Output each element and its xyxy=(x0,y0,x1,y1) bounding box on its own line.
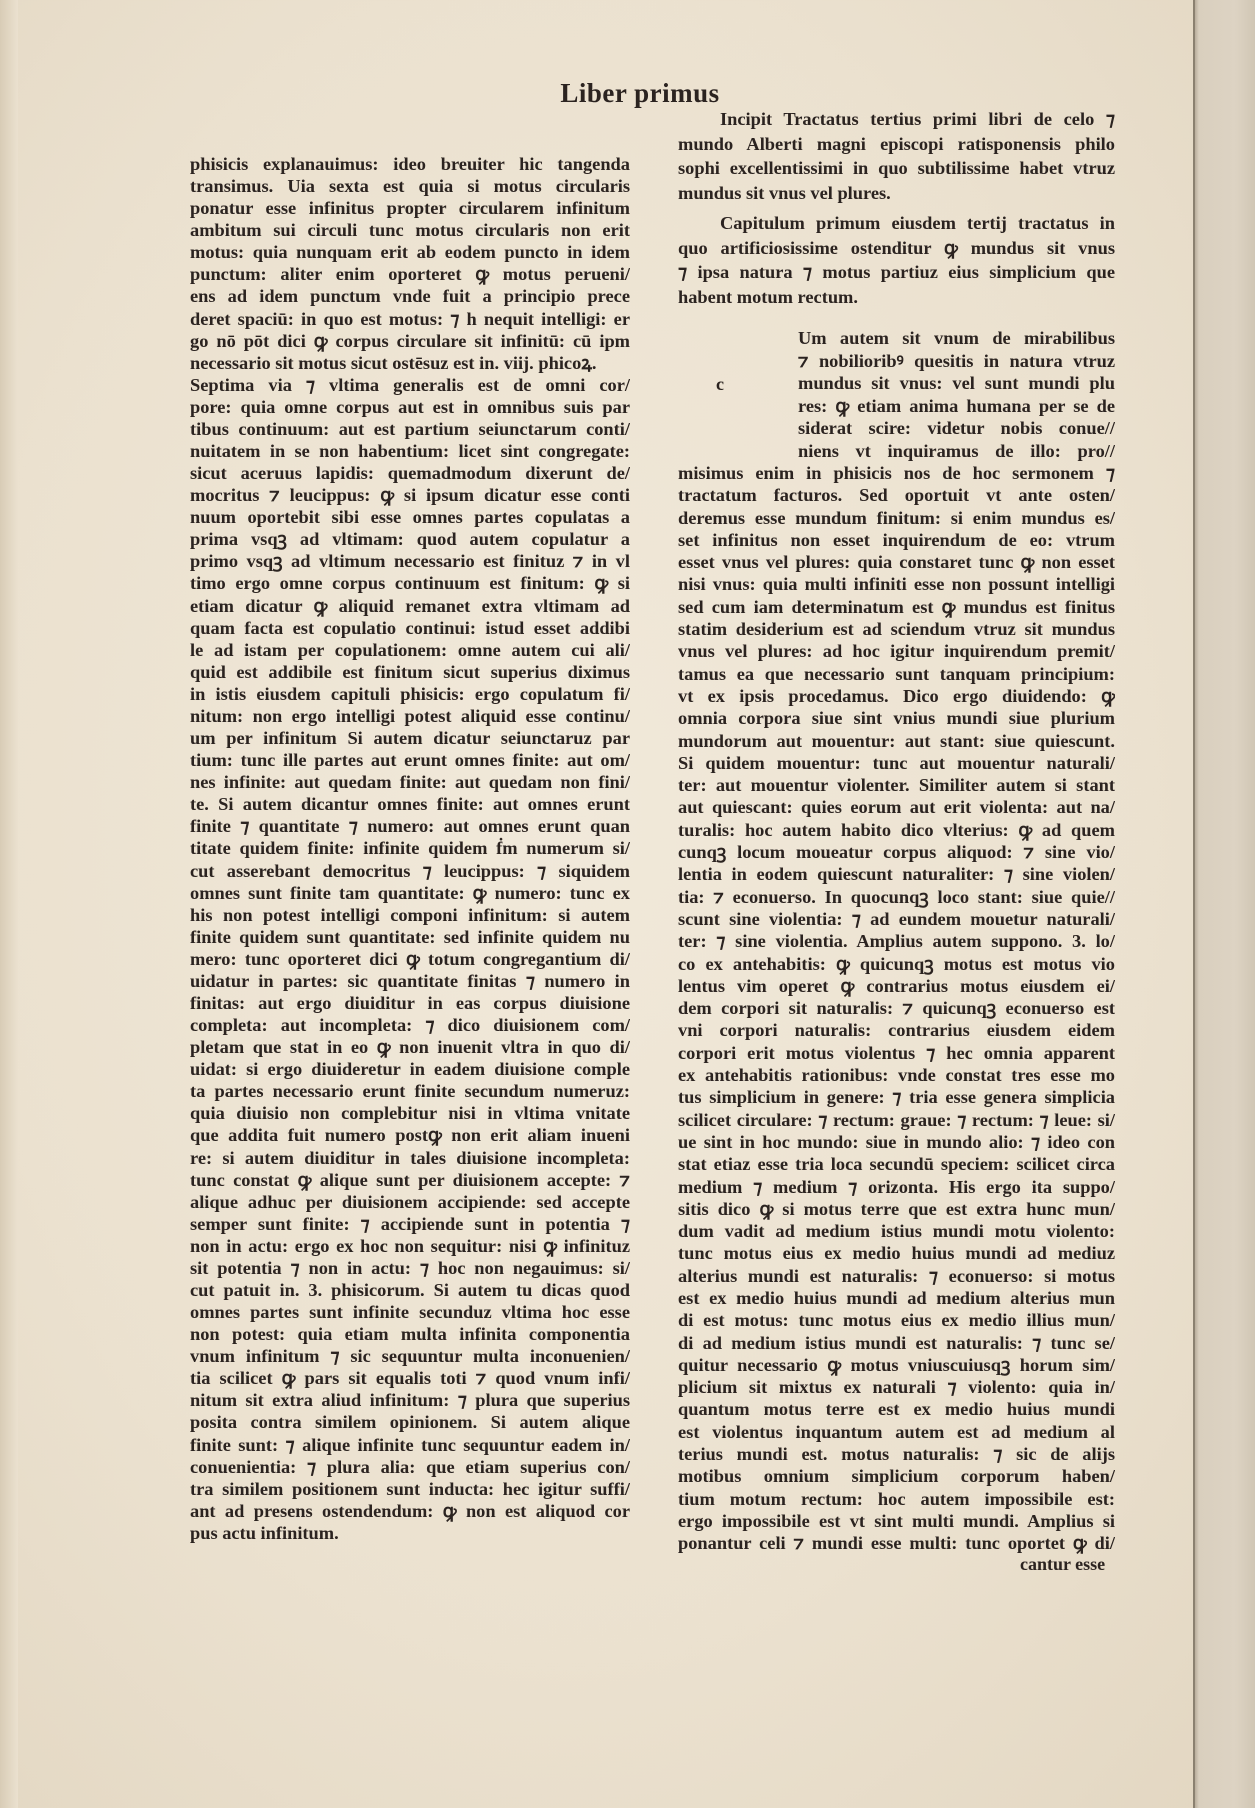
text-line: Capitulum primum eiusdem tertij tractatus in xyxy=(720,213,1115,233)
text-line: his non potest intelligi componi infinitum: si autem xyxy=(190,904,630,925)
text-line: deret spaciū: in quo est motus: ⁊ h nequit intelligi: er xyxy=(190,308,630,329)
text-line: conuenientia: ⁊ plura alia: que etiam superius con/ xyxy=(190,1456,630,1477)
text-line: pore: quia omne corpus aut est in omnibus suis par xyxy=(190,396,630,417)
text-line: mero: tunc oporteret dici ꝙ totum congregantium di/ xyxy=(190,948,630,969)
text-line: est violentus inquantum autem est ad medium al xyxy=(678,1421,1115,1442)
text-line: etiam dicatur ꝙ aliquid remanet extra vltimam ad xyxy=(190,595,630,616)
text-line: alterius mundi est naturalis: ⁊ econuerso: si motus xyxy=(678,1265,1115,1286)
text-line: plicium sit mixtus ex naturali ⁊ violento: quia in/ xyxy=(678,1377,1115,1398)
text-line: nuum oportebit sibi esse omnes partes copulatas a xyxy=(190,507,630,528)
text-line: Um autem sit vnum de mirabilibus xyxy=(798,328,1115,348)
text-line: vt ex ipsis procedamus. Dico ergo diuidendo: ꝙ xyxy=(678,685,1115,706)
text-line: scilicet circulare: ⁊ rectum: graue: ⁊ rectum: ⁊ leue: si/ xyxy=(678,1109,1115,1130)
text-line: alique adhuc per diuisionem accipiende: sed accepte xyxy=(190,1191,630,1212)
text-line: nes infinite: aut quedam finite: aut quedam non fini/ xyxy=(190,772,630,793)
text-line: te. Si autem dicantur omnes finite: aut omnes erunt xyxy=(190,794,630,815)
text-line: cut patuit in. 3. phisicorum. Si autem tu dicas quod xyxy=(190,1279,630,1300)
text-line: dum vadit ad medium istius mundi motu violento: xyxy=(678,1221,1115,1242)
text-line: pus actu infinitum. xyxy=(190,1522,339,1543)
text-line: tium: tunc ille partes aut erunt omnes finite: aut om/ xyxy=(190,750,630,771)
text-line: co ex antehabitis: ꝙ quicunqꝫ motus est motus vio xyxy=(678,953,1115,974)
text-line: ex antehabitis rationibus: vnde constat tres esse mo xyxy=(678,1065,1115,1086)
text-line: posita contra similem opinionem. Si autem alique xyxy=(190,1412,630,1433)
text-line: ⁊ nobilioribꝰ quesitis in natura vtruz xyxy=(798,350,1115,371)
text-line: tunc constat ꝙ alique sunt per diuisionem accepte: ⁊ xyxy=(190,1169,630,1190)
text-line: necessario sit motus sicut ostēsuz est in. viij. phicoꝝ. xyxy=(190,352,597,373)
text-line: corpori erit motus violentus ⁊ hec omnia apparent xyxy=(678,1042,1115,1063)
page-gutter-shadow xyxy=(0,0,18,1808)
text-line: quantum motus terre est ex medio huius mundi xyxy=(678,1399,1115,1420)
text-line: medium ⁊ medium ⁊ orizonta. His ergo ita suppo/ xyxy=(678,1176,1115,1197)
text-line: res: ꝙ etiam anima humana per se de xyxy=(798,395,1115,416)
text-line: stat etiaz esse tria loca secundū speciem: scilicet circa xyxy=(678,1154,1115,1175)
initial-guide-letter: c xyxy=(716,374,724,394)
text-line: cunqꝫ locum moueatur corpus aliquod: ⁊ sine vio/ xyxy=(678,842,1115,863)
right-column-body xyxy=(678,462,1115,1555)
text-line: mundus sit vnus: vel sunt mundi plu xyxy=(798,373,1115,394)
text-line: le ad istam per copulationem: omne autem cui ali/ xyxy=(190,639,630,660)
text-line: sitis dico ꝙ si motus terre que est extra hunc mun/ xyxy=(678,1198,1115,1219)
text-line: turalis: hoc autem habito dico vlterius: ꝙ ad quem xyxy=(678,819,1115,840)
text-line: terius mundi est. motus naturalis: ⁊ sic de alijs xyxy=(678,1444,1115,1465)
text-line: tibus continuum: aut est partium seiunctarum conti/ xyxy=(190,418,630,439)
text-line: mundorum aut mouentur: aut stant: siue quiescunt. xyxy=(678,730,1115,751)
text-line: omnia corpora siue sint vnius mundi siue plurium xyxy=(678,708,1115,729)
text-line: completa: aut incompleta: ⁊ dico diuisionem com/ xyxy=(190,1015,630,1036)
text-line: mundo Alberti magni episcopi ratisponensis philo xyxy=(678,133,1115,154)
text-line: lentia in eodem quiescunt naturaliter: ⁊ sine violen/ xyxy=(678,864,1115,885)
right-column-heading xyxy=(678,107,1115,309)
text-line: transimus. Uia sexta est quia si motus circularis xyxy=(190,176,630,197)
text-line: nisi vnus: quia multi infiniti esse non possunt intelligi xyxy=(678,574,1115,595)
text-line: tia: ⁊ econuerso. In quocunqꝫ loco stant: siue quie// xyxy=(678,886,1115,907)
text-line: tia scilicet ꝙ pars sit equalis toti ⁊ quod vnum infi/ xyxy=(190,1368,630,1389)
text-line: habent motum rectum. xyxy=(678,286,858,307)
text-line: uidat: si ergo diuideretur in eadem diuisione comple xyxy=(190,1059,630,1080)
text-line: siderat scire: videtur nobis conue// xyxy=(798,418,1115,439)
text-line: lentus vim operet ꝙ contrarius motus eiusdem ei/ xyxy=(678,975,1115,996)
text-line: tra similem positionem sunt inducta: hec igitur suffi/ xyxy=(190,1478,630,1499)
text-line: Si quidem mouentur: tunc aut mouentur naturali/ xyxy=(678,752,1115,773)
text-line: vni corpori naturalis: contrarius eiusdem eidem xyxy=(678,1020,1115,1041)
text-line: sicut aceruus lapidis: quemadmodum dixerunt de/ xyxy=(190,463,630,484)
text-line: dem corpori sit naturalis: ⁊ quicunqꝫ econuerso est xyxy=(678,998,1115,1019)
text-line: Incipit Tractatus tertius primi libri de celo ⁊ xyxy=(720,109,1115,129)
text-line: non potest: quia etiam multa infinita componentia xyxy=(190,1324,630,1345)
text-line: ponantur celi ⁊ mundi esse multi: tunc oportet ꝙ di/ xyxy=(678,1533,1115,1554)
text-line: aut quiescant: quies eorum aut erit violenta: aut na/ xyxy=(678,797,1115,818)
text-line: mocritus ⁊ leucippus: ꝙ si ipsum dicatur esse conti xyxy=(190,485,630,506)
text-line: tus simplicium in genere: ⁊ tria esse genera simplicia xyxy=(678,1087,1115,1108)
text-line: ⁊ ipsa natura ⁊ motus partiuz eius simplicium que xyxy=(678,262,1115,282)
text-line: quitur necessario ꝙ motus vniuscuiusqꝫ horum sim/ xyxy=(678,1354,1115,1375)
text-line: statim desiderium est ad sciendum vtruz sit mundus xyxy=(678,619,1115,640)
text-line: est ex medio huius mundi ad medium alterius mun xyxy=(678,1287,1115,1308)
text-line: quo artificiosissime ostenditur ꝙ mundus sit vnus xyxy=(678,237,1115,258)
left-column xyxy=(190,153,630,1544)
text-line: tractatum facturos. Sed oportuit vt ante osten/ xyxy=(678,485,1115,506)
text-line: titate quidem finite: infinite quidem ḟm numerum si/ xyxy=(190,838,630,859)
text-line: finite sunt: ⁊ alique infinite tunc sequuntur eadem in/ xyxy=(190,1434,630,1455)
text-line: quam facta est copulatio continui: istud esset addibi xyxy=(190,617,630,638)
text-line: niens vt inquiramus de illo: pro// xyxy=(798,440,1115,461)
text-line: nuitatem in se non habentium: licet sint congregate: xyxy=(190,441,630,462)
text-line: quid est addibile est finitum sicut superius diximus xyxy=(190,661,630,682)
text-line: primo vsqꝫ ad vltimum necessario est finituz ⁊ in vl xyxy=(190,551,630,572)
text-line: ter: ⁊ sine violentia. Amplius autem suppono. 3. lo/ xyxy=(678,931,1115,952)
text-line: punctum: aliter enim oporteret ꝙ motus perueni/ xyxy=(190,264,630,285)
text-line: vnum infinitum ⁊ sic sequuntur multa inconuenien/ xyxy=(190,1346,630,1367)
text-line: scunt sine violentia: ⁊ ad eundem mouetur naturali/ xyxy=(678,908,1115,929)
text-line: semper sunt finite: ⁊ accipiende sunt in potentia ⁊ xyxy=(190,1213,630,1234)
text-line: que addita fuit numero postꝙ non erit aliam inueni xyxy=(190,1125,630,1146)
text-line: non in actu: ergo ex hoc non sequitur: nisi ꝙ infinituz xyxy=(190,1235,630,1256)
text-line: timo ergo omne corpus continuum est finitum: ꝙ si xyxy=(190,573,630,594)
text-line: ue sint in hoc mundo: siue in mundo alio: ⁊ ideo con xyxy=(678,1131,1115,1152)
text-line: ambitum sui circuli tunc motus circularis non erit xyxy=(190,220,630,241)
text-line: mundus sit vnus vel plures. xyxy=(678,182,891,203)
text-line: finite ⁊ quantitate ⁊ numero: aut omnes erunt quan xyxy=(190,816,630,837)
text-line: ant ad presens ostendendum: ꝙ non est aliquod cor xyxy=(190,1500,630,1521)
text-line: ens ad idem punctum vnde fuit a principio prece xyxy=(190,286,630,307)
text-line: sed cum iam determinatum est ꝙ mundus est finitus xyxy=(678,596,1115,617)
text-line: vnus vel plures: ad hoc igitur inquirendum premit/ xyxy=(678,641,1115,662)
text-line: quia diuisio non complebitur nisi in vltima vnitate xyxy=(190,1103,630,1124)
text-line: in istis eiusdem capituli phisicis: ergo copulatum fi/ xyxy=(190,683,630,704)
running-head: Liber primus xyxy=(560,78,720,108)
text-line: ergo impossibile est vt sint multi mundi. Amplius si xyxy=(678,1510,1115,1531)
text-line: prima vsqꝫ ad vltimam: quod autem copulatur a xyxy=(190,529,630,550)
text-line: motibus omnium simplicium corporum haben/ xyxy=(678,1466,1115,1487)
text-line: omnes partes sunt infinite secunduz vltima hoc esse xyxy=(190,1302,630,1323)
text-line: tium motum rectum: hoc autem impossibile est: xyxy=(678,1488,1115,1509)
text-line: motus: quia nunquam erit ab eodem puncto in idem xyxy=(190,242,630,263)
text-line: nitum sit extra aliud infinitum: ⁊ plura que superius xyxy=(190,1390,630,1411)
text-line: misimus enim in phisicis nos de hoc sermonem ⁊ xyxy=(678,463,1115,483)
text-line: di est motus: tunc motus eius ex medio illius mun/ xyxy=(678,1310,1115,1331)
text-line: omnes sunt finite tam quantitate: ꝙ numero: tunc ex xyxy=(190,882,630,903)
text-line: ponatur esse infinitus propter circularem infinitum xyxy=(190,198,630,219)
text-line: tamus ea que necessario sunt tanquam principium: xyxy=(678,663,1115,684)
text-line: pletam que stat in eo ꝙ non inuenit vltra in quo di/ xyxy=(190,1037,630,1058)
catchword: cantur esse xyxy=(1020,1554,1106,1574)
text-line: Septima via ⁊ vltima generalis est de omni cor/ xyxy=(190,374,630,395)
text-line: esset vnus vel plures: quia constaret tunc ꝙ non esset xyxy=(678,552,1115,573)
text-line: ta partes necessario erunt finite secundum numeruz: xyxy=(190,1081,630,1102)
text-line: uidatur in partes: sic quantitate finitas ⁊ numero in xyxy=(190,970,630,991)
text-line: tunc motus eius ex medio huius mundi ad mediuz xyxy=(678,1243,1115,1264)
text-line: um per infinitum Si autem dicatur seiunctaruz par xyxy=(190,728,630,749)
text-line: re: si autem diuiditur in tales diuisione incompleta: xyxy=(190,1147,630,1168)
text-line: cut asserebant democritus ⁊ leucippus: ⁊ siquidem xyxy=(190,860,630,881)
text-line: di ad medium istius mundi est naturalis: ⁊ tunc se/ xyxy=(678,1332,1115,1353)
text-line: nitum: non ergo intelligi potest aliquid esse continu/ xyxy=(190,705,630,726)
text-line: finite quidem sunt quantitate: sed infinite quidem nu xyxy=(190,926,630,947)
text-line: finitas: aut ergo diuiditur in eas corpus diuisione xyxy=(190,992,630,1013)
right-column-initial-block xyxy=(678,327,1115,463)
text-line: sophi excellentissimi in quo subtilissime habet vtruz xyxy=(678,158,1115,178)
text-line: go nō pōt dici ꝙ corpus circulare sit infinitū: cū ipm xyxy=(190,330,630,351)
text-line: phisicis explanauimus: ideo breuiter hic tangenda xyxy=(190,154,630,174)
text-line: set infinitus non esset inquirendum de eo: vtrum xyxy=(678,529,1115,550)
text-line: sit potentia ⁊ non in actu: ⁊ hoc non negauimus: si/ xyxy=(190,1257,630,1278)
text-line: ter: aut mouentur violenter. Similiter autem si stant xyxy=(678,775,1115,796)
next-page-edge xyxy=(1193,0,1255,1808)
text-line: deremus esse mundum finitum: si enim mundus es/ xyxy=(678,507,1115,528)
